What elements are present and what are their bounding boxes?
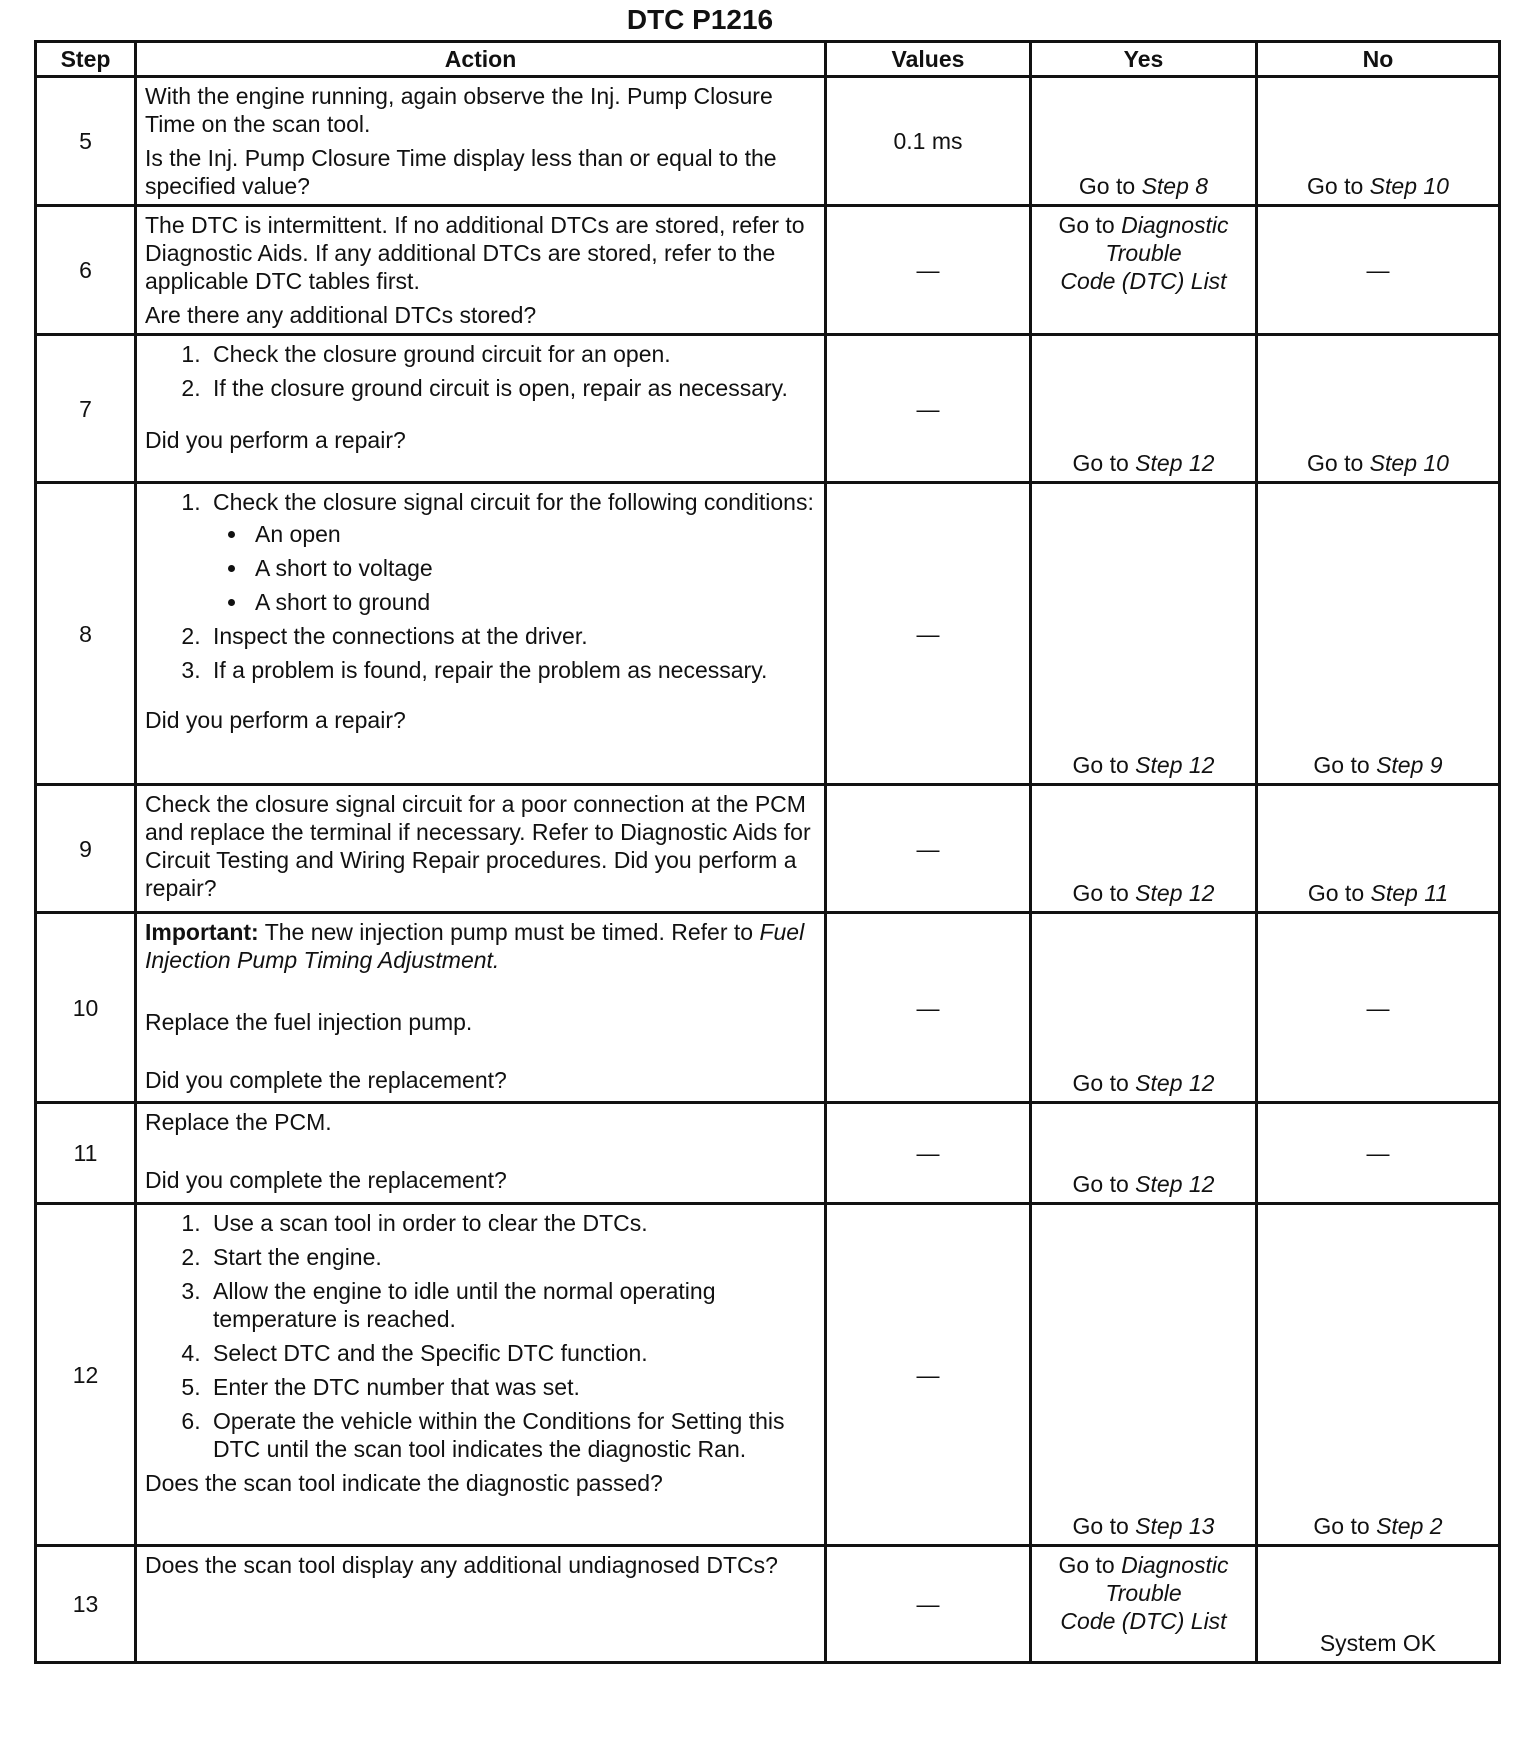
action-list — [145, 1209, 816, 1463]
header-step: Step — [36, 42, 136, 77]
action-text: Replace the PCM. — [145, 1109, 332, 1135]
value-cell: — — [826, 335, 1031, 483]
list-item: • An open — [249, 520, 816, 548]
goto-text: Go to — [1072, 1513, 1129, 1539]
header-values: Values — [826, 42, 1031, 77]
step-number: 11 — [36, 1103, 136, 1204]
action-text: With the engine running, again observe the Inj. Pump Closure Time on the scan tool. — [145, 83, 773, 137]
value-cell: — — [826, 1546, 1031, 1663]
action-cell — [136, 1103, 826, 1204]
yes-cell — [1031, 335, 1257, 483]
action-question: Does the scan tool display any additional undiagnosed DTCs? — [145, 1552, 778, 1578]
action-question: Did you complete the replacement? — [145, 1067, 507, 1093]
header-no: No — [1257, 42, 1500, 77]
step-number: 7 — [36, 335, 136, 483]
yes-cell — [1031, 206, 1257, 335]
goto-text: Go to — [1072, 450, 1129, 476]
dtc-list-link[interactable]: Diagnostic — [1121, 212, 1229, 238]
list-item: 6. Operate the vehicle within the Conditions for Setting this DTC until the scan tool indicates the diagnostic Ran. — [207, 1407, 816, 1463]
table-row — [36, 335, 1500, 483]
step-link[interactable]: Step 12 — [1135, 450, 1215, 476]
yes-cell — [1031, 77, 1257, 206]
header-action: Action — [136, 42, 826, 77]
goto-text: Go to — [1307, 450, 1364, 476]
value-cell: — — [826, 206, 1031, 335]
yes-cell — [1031, 913, 1257, 1103]
step-number: 8 — [36, 483, 136, 785]
action-text: The DTC is intermittent. If no additional DTCs are stored, refer to Diagnostic Aids. If any additional DTCs are stored, refer to the applicable DTC tables first. — [145, 212, 805, 294]
step-link[interactable]: Step 12 — [1135, 1171, 1215, 1197]
list-item: 1. Check the closure ground circuit for an open. — [207, 340, 816, 368]
goto-text: Go to — [1078, 173, 1136, 199]
goto-text: Go to — [1072, 880, 1129, 906]
step-link[interactable]: Step 9 — [1376, 752, 1443, 778]
value-cell: — — [826, 785, 1031, 913]
action-cell — [136, 483, 826, 785]
list-item: 1. Check the closure signal circuit for the following conditions: • An open • A short to voltage • A short to ground — [207, 488, 816, 616]
goto-text: Go to — [1307, 880, 1365, 906]
table-row — [36, 1103, 1500, 1204]
step-link[interactable]: Step 8 — [1141, 173, 1209, 199]
goto-text: Go to — [1072, 1171, 1129, 1197]
value-cell: 0.1 ms — [826, 77, 1031, 206]
step-link[interactable]: Step 12 — [1135, 752, 1215, 778]
step-number: 12 — [36, 1204, 136, 1546]
step-link[interactable]: Step 12 — [1135, 1070, 1215, 1096]
step-link[interactable]: Step 12 — [1135, 880, 1215, 906]
step-number: 6 — [36, 206, 136, 335]
dtc-list-link[interactable]: Code (DTC) List — [1060, 268, 1227, 294]
dtc-list-link[interactable]: Code (DTC) List — [1060, 1608, 1227, 1634]
step-link[interactable]: Step 10 — [1369, 173, 1449, 199]
action-list — [145, 340, 816, 402]
action-question: Did you perform a repair? — [145, 707, 406, 733]
list-item: • A short to ground — [249, 588, 816, 616]
dtc-list-link[interactable]: Trouble — [1105, 1580, 1182, 1606]
action-question: Did you perform a repair? — [145, 427, 406, 453]
goto-text: Go to — [1058, 1552, 1115, 1578]
no-cell — [1257, 335, 1500, 483]
action-question: Does the scan tool indicate the diagnostic passed? — [145, 1470, 663, 1496]
step-link[interactable]: Step 2 — [1376, 1513, 1443, 1539]
goto-text: Go to — [1072, 752, 1129, 778]
table-row — [36, 785, 1500, 913]
header-row — [36, 42, 1500, 77]
yes-cell — [1031, 1546, 1257, 1663]
yes-cell — [1031, 483, 1257, 785]
action-list — [145, 488, 816, 684]
list-item: 5. Enter the DTC number that was set. — [207, 1373, 816, 1401]
no-cell: — — [1257, 1103, 1500, 1204]
yes-cell — [1031, 1204, 1257, 1546]
list-item: 3. Allow the engine to idle until the normal operating temperature is reached. — [207, 1277, 816, 1333]
action-cell — [136, 1546, 826, 1663]
no-cell — [1257, 1204, 1500, 1546]
no-cell — [1257, 785, 1500, 913]
value-cell: — — [826, 483, 1031, 785]
value-cell: — — [826, 913, 1031, 1103]
list-item: 3. If a problem is found, repair the problem as necessary. — [207, 656, 816, 684]
table-row — [36, 913, 1500, 1103]
goto-text: Go to — [1058, 212, 1115, 238]
step-link[interactable]: Step 10 — [1369, 450, 1449, 476]
no-cell: — — [1257, 206, 1500, 335]
important-note: Important: The new injection pump must be timed. Refer to Fuel Injection Pump Timing Adjustment. — [145, 919, 805, 973]
action-cell — [136, 77, 826, 206]
no-cell: — — [1257, 913, 1500, 1103]
goto-text: Go to — [1313, 752, 1370, 778]
list-item: 2. Inspect the connections at the driver. — [207, 622, 816, 650]
yes-cell — [1031, 785, 1257, 913]
dtc-list-link[interactable]: Trouble — [1105, 240, 1182, 266]
list-item: 4. Select DTC and the Specific DTC function. — [207, 1339, 816, 1367]
step-number: 9 — [36, 785, 136, 913]
table-row — [36, 77, 1500, 206]
step-link[interactable]: Step 11 — [1370, 880, 1449, 906]
header-yes: Yes — [1031, 42, 1257, 77]
goto-text: Go to — [1072, 1070, 1129, 1096]
table-row — [36, 1546, 1500, 1663]
goto-text: Go to — [1313, 1513, 1370, 1539]
step-number: 13 — [36, 1546, 136, 1663]
page-title: DTC P1216 — [626, 4, 774, 35]
step-number: 10 — [36, 913, 136, 1103]
table-row — [36, 206, 1500, 335]
no-cell — [1257, 77, 1500, 206]
action-cell — [136, 785, 826, 913]
goto-text: Go to — [1307, 173, 1364, 199]
dtc-list-link[interactable]: Diagnostic — [1121, 1552, 1229, 1578]
action-text: Replace the fuel injection pump. — [145, 1009, 473, 1035]
timing-adjustment-link[interactable]: Fuel Injection Pump Timing Adjustment. — [145, 919, 805, 973]
step-link[interactable]: Step 13 — [1135, 1513, 1215, 1539]
list-item: 1. Use a scan tool in order to clear the DTCs. — [207, 1209, 816, 1237]
action-cell — [136, 913, 826, 1103]
action-cell — [136, 1204, 826, 1546]
list-item: 2. If the closure ground circuit is open, repair as necessary. — [207, 374, 816, 402]
condition-list — [213, 520, 816, 616]
list-item: • A short to voltage — [249, 554, 816, 582]
value-cell: — — [826, 1204, 1031, 1546]
action-cell — [136, 335, 826, 483]
action-question: Did you complete the replacement? — [145, 1167, 507, 1193]
step-number: 5 — [36, 77, 136, 206]
action-question: Is the Inj. Pump Closure Time display less than or equal to the specified value? — [145, 145, 777, 199]
list-item: 2. Start the engine. — [207, 1243, 816, 1271]
action-cell — [136, 206, 826, 335]
action-text: Check the closure signal circuit for a poor connection at the PCM and replace the terminal if necessary. Refer to Diagnostic Aids for Circuit Testing and Wiring Repair procedures. Did you perform a repair? — [145, 791, 811, 901]
yes-cell — [1031, 1103, 1257, 1204]
value-cell: — — [826, 1103, 1031, 1204]
no-cell — [1257, 483, 1500, 785]
diagnostic-table — [34, 40, 1501, 1664]
table-row — [36, 1204, 1500, 1546]
table-row — [36, 483, 1500, 785]
no-cell: System OK — [1257, 1546, 1500, 1663]
action-question: Are there any additional DTCs stored? — [145, 302, 537, 328]
